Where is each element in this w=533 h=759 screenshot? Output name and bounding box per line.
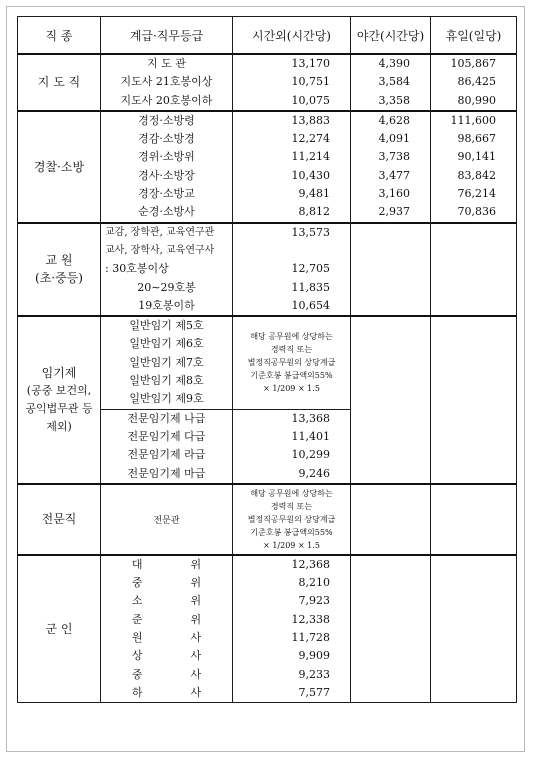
contract-general-note [233, 316, 351, 409]
note-line: 경력직 또는 [270, 501, 313, 511]
overtime-value: 9,246 [298, 466, 330, 480]
header-overtime: 시간외(시간당) [233, 17, 351, 55]
overtime-value: 11,214 [291, 150, 330, 164]
overtime-value: 11,728 [291, 631, 330, 645]
contract-general-grades [101, 316, 233, 409]
holiday-value: 80,990 [457, 93, 496, 107]
police-holiday [431, 111, 517, 223]
police-grades [101, 111, 233, 223]
contract-holiday [431, 316, 517, 484]
overtime-value: 10,751 [291, 75, 330, 89]
military-night [351, 555, 431, 703]
grade: 전문임기제 나급 [127, 411, 206, 425]
holiday-value: 90,141 [457, 150, 496, 164]
grade: 원 사 [131, 631, 202, 645]
contract-special-grades [101, 409, 233, 484]
grade: 중 위 [131, 576, 202, 590]
overtime-value: 8,812 [298, 205, 330, 219]
teacher-row [18, 223, 517, 316]
specialist-row [18, 484, 517, 555]
overtime-value: 10,075 [291, 93, 330, 107]
overtime-value: 10,299 [291, 448, 330, 462]
contract-general-row [18, 316, 517, 409]
teacher-grades [101, 223, 233, 316]
police-overtime [233, 111, 351, 223]
grade: 일반임기 제8호 [129, 374, 204, 388]
specialist-note [233, 484, 351, 555]
holiday-value: 111,600 [450, 113, 496, 127]
overtime-value: 7,923 [298, 594, 330, 608]
guidance-overtime [233, 54, 351, 111]
military-row [18, 555, 517, 703]
overtime-value: 9,909 [298, 649, 330, 663]
guidance-category: 지 도 직 [18, 54, 101, 111]
note-line: 별정직공무원의 상당계급 [247, 358, 336, 368]
header-row [18, 17, 517, 55]
header-holiday: 휴일(일당) [431, 17, 517, 55]
night-value: 3,584 [378, 75, 410, 89]
header-grade: 계급·직무등급 [101, 17, 233, 55]
specialist-grade: 전문관 [101, 484, 233, 555]
grade: 일반임기 제5호 [129, 319, 204, 333]
contract-special-overtime [233, 409, 351, 484]
grade: 상 사 [131, 649, 202, 663]
allowance-table [17, 16, 517, 703]
night-value: 3,477 [378, 168, 410, 182]
teacher-overtime [233, 223, 351, 316]
contract-category-line2: (공중 보건의, [26, 383, 92, 397]
note-line: 별정직공무원의 상당계급 [247, 514, 336, 524]
note-line: × 1/209 × 1.5 [263, 384, 320, 394]
contract-category-line1: 임기제 [41, 365, 77, 380]
teacher-category [18, 223, 101, 316]
overtime-value: 9,481 [298, 187, 330, 201]
overtime-value: 9,233 [298, 667, 330, 681]
night-value: 3,358 [378, 93, 410, 107]
military-grades [101, 555, 233, 703]
holiday-value: 86,425 [457, 75, 496, 89]
teacher-holiday [431, 223, 517, 316]
holiday-value: 98,667 [457, 132, 496, 146]
grade: 경위·소방위 [138, 150, 195, 164]
night-value: 2,937 [378, 205, 410, 219]
header-night: 야간(시간당) [351, 17, 431, 55]
night-value: 4,390 [378, 57, 410, 70]
grade: 19호봉이하 [138, 298, 195, 312]
police-night [351, 111, 431, 223]
grade: 하 사 [131, 685, 202, 699]
grade: 지도사 21호봉이상 [120, 75, 213, 89]
grade: 지도사 20호봉이하 [120, 93, 213, 107]
police-row [18, 111, 517, 223]
night-value: 3,738 [378, 150, 410, 164]
military-category: 군 인 [18, 555, 101, 703]
overtime-value: 10,654 [291, 298, 330, 312]
specialist-night [351, 484, 431, 555]
grade: : 30호봉이상 [105, 262, 169, 276]
specialist-holiday [431, 484, 517, 555]
overtime-value: 11,401 [291, 429, 330, 443]
grade: 경감·소방경 [138, 132, 195, 146]
contract-night [351, 316, 431, 484]
grade: 전문임기제 라급 [127, 448, 206, 462]
overtime-value: 13,170 [291, 57, 330, 70]
night-value: 4,628 [378, 113, 410, 127]
grade: 대 위 [131, 557, 202, 571]
overtime-value: 11,835 [291, 280, 330, 294]
note-line: 경력직 또는 [270, 345, 313, 355]
note-line: × 1/209 × 1.5 [263, 540, 320, 550]
military-holiday [431, 555, 517, 703]
note-line: 기준호봉 봉급액의55% [250, 527, 333, 537]
night-value: 4,091 [378, 132, 410, 146]
overtime-value: 10,430 [291, 168, 330, 182]
holiday-value: 70,836 [457, 205, 496, 219]
military-overtime [233, 555, 351, 703]
grade: 교감, 장학관, 교육연구관 [105, 226, 215, 238]
overtime-value: 13,573 [291, 225, 330, 239]
grade: 경정·소방령 [138, 113, 195, 127]
grade: 준 위 [131, 612, 202, 626]
guidance-holiday [431, 54, 517, 111]
overtime-value: 13,368 [291, 411, 330, 425]
contract-category-line3: 공익법무관 등 [25, 401, 93, 415]
grade: 일반임기 제7호 [129, 355, 204, 369]
holiday-value: 76,214 [457, 187, 496, 201]
guidance-row [18, 54, 517, 111]
grade: 소 위 [131, 594, 202, 608]
grade: 중 사 [131, 667, 202, 681]
note-line: 기준호봉 봉급액의55% [250, 371, 333, 381]
teacher-night [351, 223, 431, 316]
header-category: 직 종 [18, 17, 101, 55]
overtime-value: 12,274 [291, 132, 330, 146]
overtime-value: 13,883 [291, 113, 330, 127]
grade: 지 도 관 [147, 57, 186, 70]
grade: 20∼29호봉 [137, 280, 196, 294]
teacher-category-line2: (초·중등) [35, 271, 83, 286]
grade: 일반임기 제6호 [129, 337, 204, 351]
grade: 경사·소방장 [138, 168, 195, 182]
night-value: 3,160 [378, 187, 410, 201]
overtime-value [233, 242, 350, 260]
holiday-value: 83,842 [457, 168, 496, 182]
teacher-category-line1: 교 원 [45, 253, 73, 268]
overtime-value: 8,210 [298, 576, 330, 590]
note-line: 해당 공무원에 상당하는 [250, 332, 333, 342]
contract-category-line4: 제외) [46, 419, 72, 433]
note-line: 해당 공무원에 상당하는 [250, 488, 333, 498]
overtime-value: 12,368 [291, 557, 330, 571]
grade: 순경·소방사 [138, 205, 195, 219]
contract-category [18, 316, 101, 484]
guidance-grades [101, 54, 233, 111]
overtime-value: 12,705 [291, 262, 330, 276]
holiday-value: 105,867 [450, 57, 496, 70]
grade: 전문임기제 다급 [127, 429, 206, 443]
overtime-value: 12,338 [291, 612, 330, 626]
grade: 교사, 장학사, 교육연구사 [105, 244, 215, 256]
grade: 경장·소방교 [138, 187, 195, 201]
police-category: 경찰·소방 [18, 111, 101, 223]
overtime-value: 7,577 [298, 685, 330, 699]
specialist-category: 전문직 [18, 484, 101, 555]
grade: 전문임기제 마급 [127, 466, 206, 480]
grade: 일반임기 제9호 [129, 392, 204, 406]
guidance-night [351, 54, 431, 111]
